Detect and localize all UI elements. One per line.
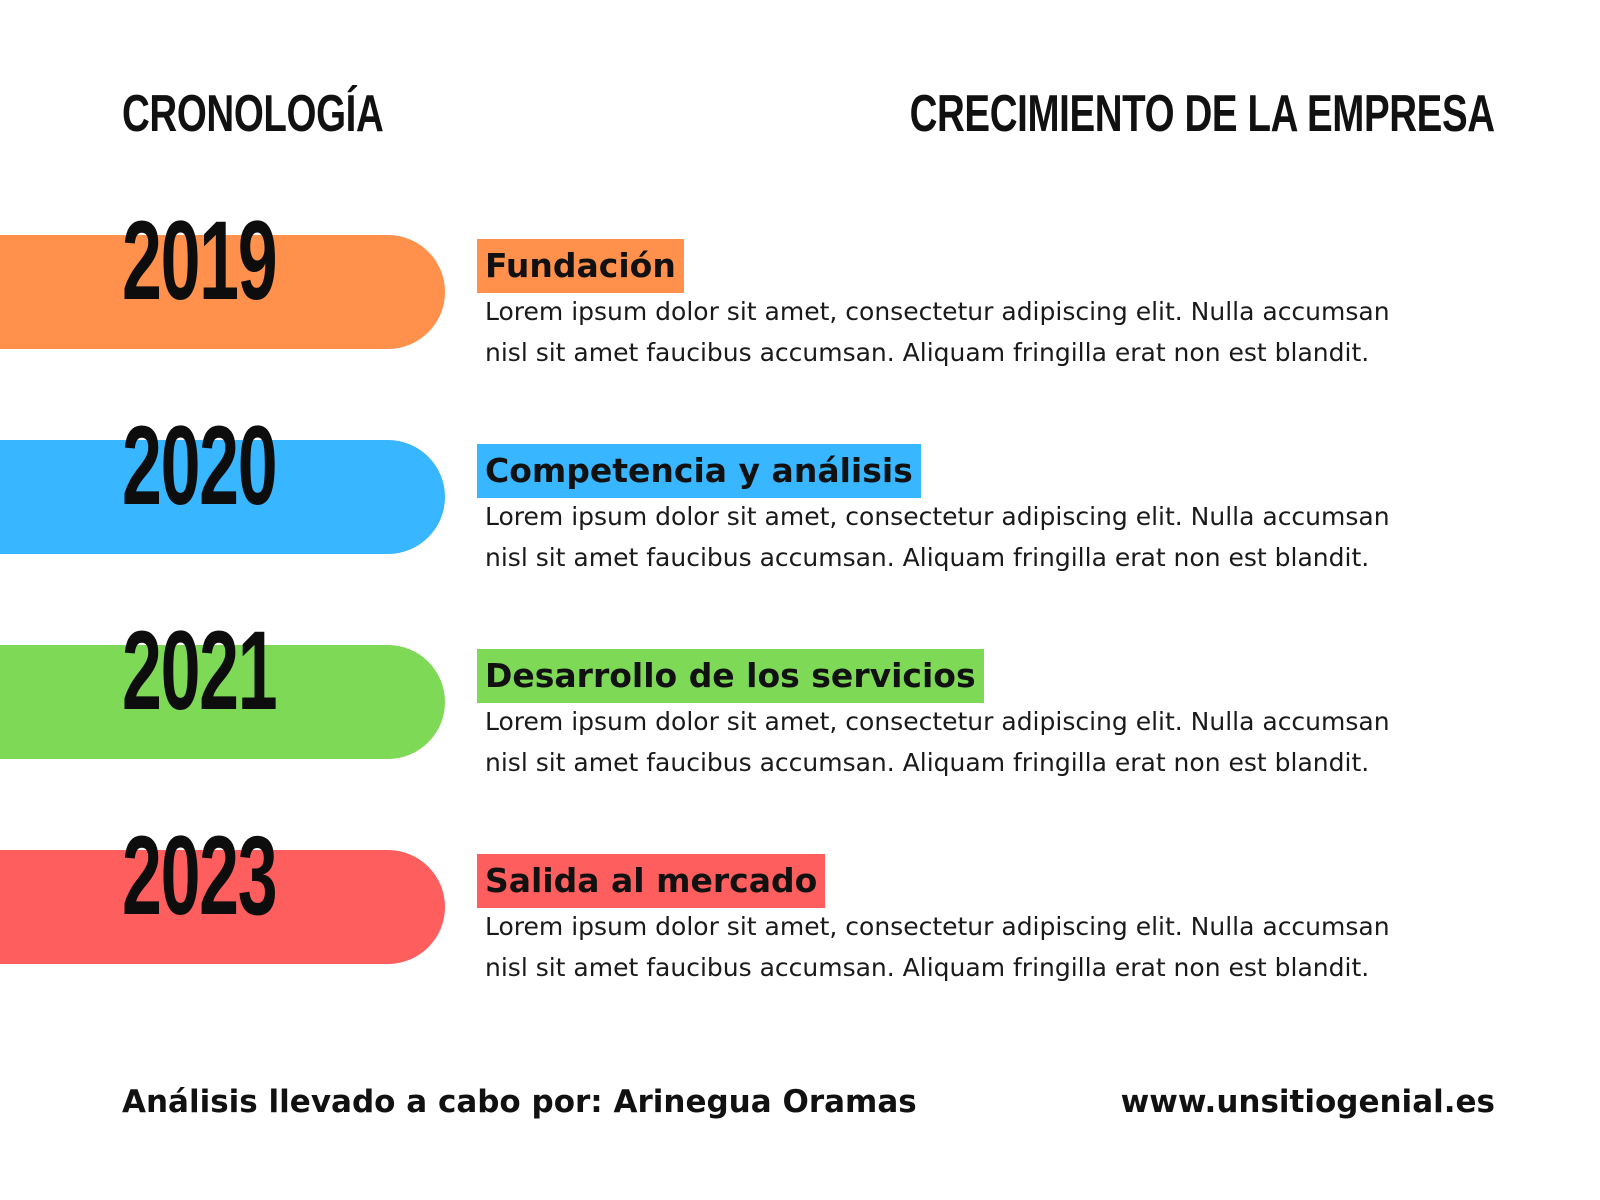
year-label: 2020: [122, 403, 277, 528]
milestone-description: Lorem ipsum dolor sit amet, consectetur adipiscing elit. Nulla accumsan nisl sit amet faucibus accumsan. Aliquam fringilla erat non est blandit.: [485, 297, 1390, 367]
milestone-description: Lorem ipsum dolor sit amet, consectetur adipiscing elit. Nulla accumsan nisl sit amet faucibus accumsan. Aliquam fringilla erat non est blandit.: [485, 912, 1390, 982]
year-label: 2021: [122, 608, 277, 733]
timeline-entry-2020: [0, 403, 1600, 580]
timeline-entry-2019: [0, 198, 1600, 375]
company-growth-heading: CRECIMIENTO DE LA EMPRESA: [909, 85, 1495, 143]
analysis-credit: Análisis llevado a cabo por: Arinegua Oramas: [122, 1084, 917, 1120]
milestone-description: Lorem ipsum dolor sit amet, consectetur adipiscing elit. Nulla accumsan nisl sit amet faucibus accumsan. Aliquam fringilla erat non est blandit.: [485, 707, 1390, 777]
milestone-title: Desarrollo de los servicios: [477, 649, 984, 703]
timeline-entry-2023: [0, 813, 1600, 990]
timeline-heading: CRONOLOGÍA: [122, 85, 384, 143]
milestone-title: Competencia y análisis: [477, 444, 921, 498]
milestone-title: Fundación: [477, 239, 684, 293]
year-label: 2019: [122, 198, 277, 323]
milestone-description: Lorem ipsum dolor sit amet, consectetur adipiscing elit. Nulla accumsan nisl sit amet faucibus accumsan. Aliquam fringilla erat non est blandit.: [485, 502, 1390, 572]
website-url: www.unsitiogenial.es: [1120, 1084, 1495, 1120]
year-label: 2023: [122, 813, 277, 938]
timeline-entry-2021: [0, 608, 1600, 785]
milestone-title: Salida al mercado: [477, 854, 825, 908]
